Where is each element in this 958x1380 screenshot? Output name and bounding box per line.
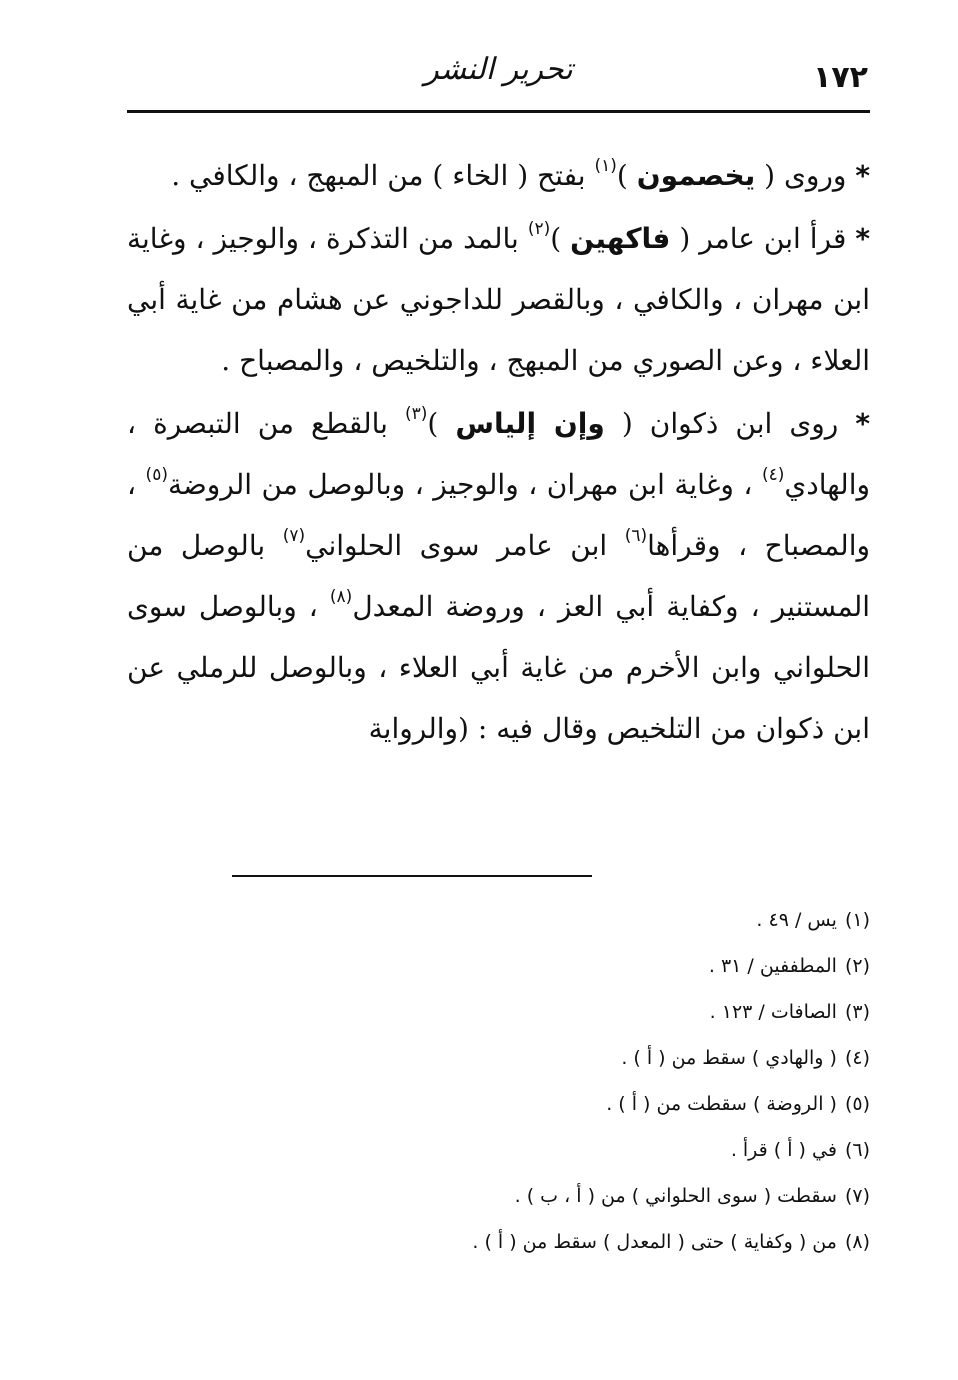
- quranic-word: يخصمون: [636, 159, 756, 192]
- footnote-text: من ( وكفاية ) حتى ( المعدل ) سقط من ( أ ) .: [472, 1231, 837, 1253]
- text-run: بالقطع من التبصرة ، والهادي: [127, 407, 871, 501]
- paragraph-marker: *: [855, 159, 870, 192]
- text-run: ): [616, 159, 637, 192]
- footnote-text: سقطت ( سوى الحلواني ) من ( أ ، ب ) .: [514, 1185, 837, 1207]
- footnote-ref: (٥): [145, 465, 168, 485]
- footnote: [300, 1035, 870, 1081]
- footnote-ref: (٦): [624, 526, 648, 546]
- footnote: [300, 1081, 870, 1127]
- text-run: ): [550, 222, 571, 255]
- main-text: [127, 145, 870, 761]
- quranic-word: وإن إلياس: [455, 407, 605, 440]
- footnote-number: (١): [844, 909, 870, 931]
- footnote: [300, 943, 870, 989]
- text-run: ، وغاية ابن مهران ، والوجيز ، وبالوصل من الروضة: [167, 468, 762, 501]
- paragraph: [127, 393, 870, 759]
- text-run: ، وبالوصل سوى الحلواني وابن الأخرم من غاية أبي العلاء ، وبالوصل للرملي عن ابن ذكوان من التلخيص وقال فيه : (والرواية: [127, 590, 870, 745]
- footnote-text: يس / ٤٩ .: [756, 909, 837, 931]
- text-run: بالمد من التذكرة ، والوجيز ، وغاية ابن مهران ، والكافي ، وبالقصر للداجوني عن هشام من غاية أبي العلاء ، وعن الصوري من المبهج ، والتلخيص ، والمصباح .: [127, 222, 870, 377]
- text-run: وروى (: [755, 159, 847, 192]
- footnote-number: (٣): [844, 1001, 870, 1023]
- footnote: [300, 1173, 870, 1219]
- footnote: [300, 897, 870, 943]
- footnote-ref: (٢): [527, 219, 551, 239]
- text-run: روى ابن ذكوان (: [604, 407, 839, 440]
- footnote: [300, 1127, 870, 1173]
- footnote-number: (٦): [844, 1139, 870, 1161]
- text-run: بفتح ( الخاء ) من المبهج ، والكافي .: [171, 159, 595, 192]
- footnote-text: ( الروضة ) سقطت من ( أ ) .: [606, 1093, 837, 1115]
- footnote-ref: (٨): [329, 587, 353, 607]
- paragraph: [127, 208, 870, 391]
- running-title: تحرير النشر: [424, 52, 573, 87]
- footnote-number: (٧): [844, 1185, 870, 1207]
- footnote-text: المطففين / ٣١ .: [708, 955, 837, 977]
- footnote-number: (٨): [844, 1231, 870, 1253]
- footnote-text: ( والهادي ) سقط من ( أ ) .: [621, 1047, 837, 1069]
- text-run: ، والمصباح ، وقرأها: [127, 468, 870, 562]
- text-run: بالوصل من المستنير ، وكفاية أبي العز ، وروضة المعدل: [127, 529, 871, 623]
- footnote-ref: (١): [594, 156, 617, 176]
- footnote-ref: (٣): [404, 404, 428, 424]
- footnote-text: الصافات / ١٢٣ .: [709, 1001, 837, 1023]
- paragraph-marker: *: [855, 222, 870, 255]
- footnote: [300, 989, 870, 1035]
- quranic-word: فاكهين: [570, 222, 671, 255]
- page-number: ١٧٢: [813, 60, 868, 95]
- paragraph: [127, 145, 870, 206]
- page-header: [127, 40, 870, 113]
- footnote-number: (٤): [844, 1047, 870, 1069]
- text-run: قرأ ابن عامر (: [670, 222, 847, 255]
- text-run: ): [427, 407, 456, 440]
- footnote-separator: [232, 875, 592, 877]
- footnote: [300, 1219, 870, 1265]
- paragraph-marker: *: [855, 407, 870, 440]
- footnotes: [300, 897, 870, 1265]
- footnote-text: في ( أ ) قرأ .: [730, 1139, 837, 1161]
- text-run: ابن عامر سوى الحلواني: [305, 529, 625, 562]
- footnote-ref: (٧): [282, 526, 306, 546]
- footnote-ref: (٤): [761, 465, 785, 485]
- footnote-number: (٢): [844, 955, 870, 977]
- footnote-number: (٥): [844, 1093, 870, 1115]
